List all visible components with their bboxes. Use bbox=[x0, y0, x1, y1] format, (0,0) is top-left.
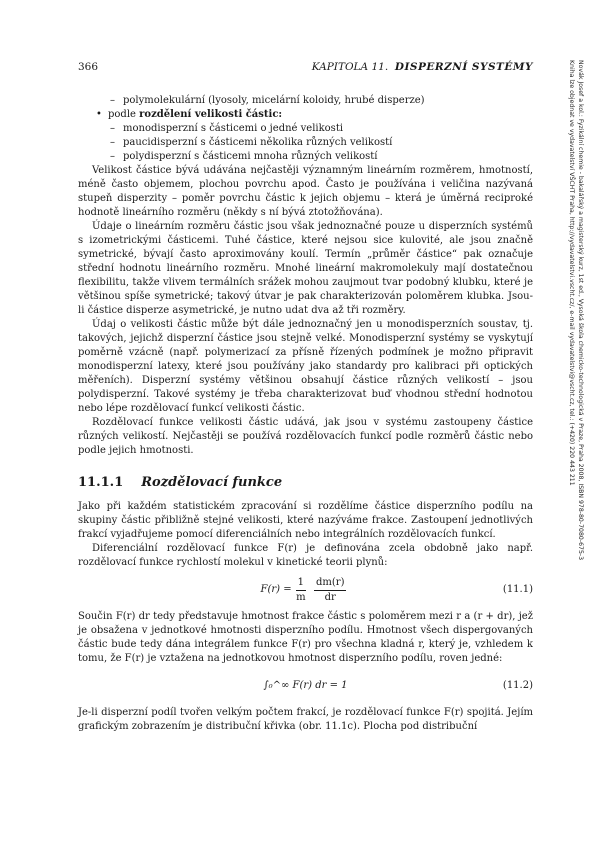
paragraph: Je-li disperzní podíl tvořen velkým počtem frakcí, je rozdělovací funkce F(r) spojitá. Jejím grafickým zobrazením je distribuční křivka (obr. 11.1c). Plocha pod distribuční bbox=[78, 707, 533, 732]
list-item: • podle rozdělení velikosti částic: – monodisperzní s částicemi o jedné velikosti – paucidisperzní s částicemi několika různých velikostí – polydisperzní s částicemi mnoha různých velikostí bbox=[78, 108, 533, 164]
paragraph: Diferenciální rozdělovací funkce F(r) je definována zcela obdobně jako např. rozdělovací funkce rychlostí molekul v kinetické teorii plynů: bbox=[78, 543, 533, 568]
paragraph: Jako při každém statistickém zpracování si rozdělíme částice disperzního podílu na skupiny částic přibližně stejné velikosti, které nazýváme frakce. Zastoupení jednotlivých frakcí vyjadřujeme pomocí diferenciálních nebo integrálních rozdělovacích funkcí. bbox=[78, 501, 533, 540]
page-header bbox=[78, 60, 533, 74]
paragraph: Součin F(r) dr tedy představuje hmotnost frakce částic s poloměrem mezi r a (r + dr), jež je obsažena v jednotkové hmotnosti disperzního podílu. Hmotnost všech dispergovaných částic bude tedy dána integrálem funkce F(r) pro všechna kladná r, který je, vzhledem k tomu, že F(r) je vztažena na jednotkovou hmotnost disperzního podílu, roven jedné: bbox=[78, 611, 533, 664]
list-item: – polymolekulární (lyosoly, micelární koloidy, hrubé disperze) bbox=[78, 94, 533, 108]
list-item: – monodisperzní s částicemi o jedné velikosti bbox=[108, 122, 533, 136]
page-content bbox=[78, 60, 533, 734]
list-item: – paucidisperzní s částicemi několika různých velikostí bbox=[108, 136, 533, 150]
page-number: 366 bbox=[78, 61, 99, 73]
equation-11-1: F(r) = $\frac{1}{m}$ $\frac{dm(r)}{dr}$ (11.1) bbox=[260, 576, 533, 603]
section-heading: 11.1.1 Rozdělovací funkce bbox=[78, 475, 283, 490]
paragraph: Velikost částice bývá udávána nejčastěji významným lineárním rozměrem, hmotností, méně často objemem, plochou povrchu apod. Často je používána i veličina nazývaná stupeň disperzity – poměr povrchu částic k jejich objemu – která je úměrná reciproké hodnotě lineárního rozměru (někdy s ní bývá ztotožňována). bbox=[78, 165, 533, 218]
paragraph: Údaje o lineárním rozměru částic jsou však jednoznačné pouze u disperzních systémů s izometrickými částicemi. Tuhé částice, které nejsou sice kulovité, ale jsou značně symetrické, bývají často aproximovány koulí. Termín „průměr částice“ pak označuje střední hodnotu lineárního rozměru. Mnohé lineární makromolekuly mají dostatečnou flexibilitu, takže vlivem termálních srážek mohou zaujmout tvar podobný klubku, které je většinou spíše symetrické; takový útvar je pak charakterizován poloměrem klubka. Jsou-li částice disperze asymetrické, je nutno udat dva až tři rozměry. bbox=[78, 221, 533, 316]
paragraph: Údaj o velikosti částic může být dále jednoznačný jen u monodisperzních soustav, tj. takových, jejichž disperzní částice jsou stejně velké. Monodisperzní systémy se vyskytují poměrně vzácně (např. polymerizací za přísně řízených podmínek je možno připravit monodisperzní latexy, které jsou používány jako standardy pro kalibraci při optických měřeních). Disperzní systémy většinou obsahují částice různých velikostí – jsou polydisperzní. Takové systémy je třeba charakterizovat buď vhodnou střední hodnotou nebo lépe rozdělovací funkcí velikosti částic. bbox=[78, 319, 533, 414]
chapter-heading: KAPITOLA 11. DISPERZNÍ SYSTÉMY bbox=[311, 61, 533, 73]
equation-11-2: ∫₀^∞ F(r) dr = 1 (11.2) bbox=[263, 680, 533, 691]
side-note: Novák Josef a kol.: Fyzikální chemie - bakalářský a magisterský kurz, 1st ed., Vysoká škola chemicko-technologická v Praze, Praha 2008, ISBN 978-80-7080-675-3 Kniha lze objednat ve vydavatelství VŠCHT Praha, http://vydavatelstvi.vscht.cz/, e-mail vydavatelstvi@vscht.cz, tel.: (+420) 220 443 211 bbox=[568, 60, 584, 561]
paragraph: Rozdělovací funkce velikosti částic udává, jak jsou v systému zastoupeny částice různých velikostí. Nejčastěji se používá rozdělovacích funkcí podle rozměrů částic nebo podle jejich hmotnosti. bbox=[78, 417, 533, 456]
list-item: – polydisperzní s částicemi mnoha různých velikostí bbox=[108, 150, 533, 164]
classification-list bbox=[78, 94, 533, 164]
